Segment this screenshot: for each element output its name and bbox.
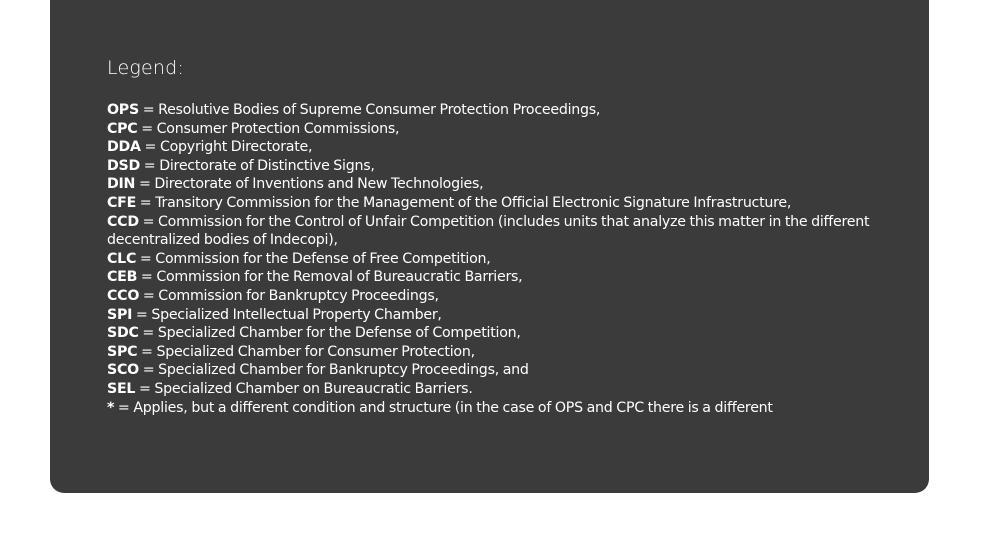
- legend-description: = Commission for the Defense of Free Competition,: [136, 250, 491, 267]
- legend-item-clc: [107, 250, 909, 269]
- legend-description: = Directorate of Distinctive Signs,: [140, 157, 375, 174]
- legend-description: = Consumer Protection Commissions,: [137, 120, 400, 137]
- legend-card: [50, 0, 929, 493]
- legend-description: = Transitory Commission for the Management of the Official Electronic Signature Infrastructure,: [136, 194, 792, 211]
- legend-description: = Directorate of Inventions and New Technologies,: [135, 176, 484, 193]
- legend-code: OPS: [107, 102, 139, 118]
- legend-code: DIN: [107, 176, 136, 193]
- legend-item-spi: [107, 306, 909, 325]
- legend-description: = Specialized Chamber for Bankruptcy Proceedings, and: [138, 362, 529, 379]
- legend-description: = Specialized Intellectual Property Chamber,: [132, 306, 442, 323]
- legend-item-ceb: [107, 268, 909, 287]
- legend-code: CFE: [107, 194, 137, 211]
- legend-code: SDC: [107, 325, 139, 342]
- legend-code: SEL: [107, 380, 136, 397]
- legend-item-sel: [107, 380, 909, 399]
- legend-code: DDA: [107, 139, 141, 156]
- legend-code: CEB: [107, 269, 138, 286]
- legend-item-cpc: [107, 120, 909, 139]
- legend-item-asterisk: [107, 399, 909, 418]
- legend-code: CLC: [107, 250, 137, 267]
- legend-code: SCO: [107, 362, 139, 379]
- legend-code: CCO: [107, 287, 140, 304]
- legend-item-ccd: [107, 213, 909, 250]
- legend-code: DSD: [107, 157, 141, 174]
- legend-item-dda: [107, 138, 909, 157]
- legend-item-dsd: [107, 157, 909, 176]
- legend-description: = Resolutive Bodies of Supreme Consumer Protection Proceedings,: [138, 102, 601, 118]
- legend-description: = Commission for the Control of Unfair Competition (includes units that analyze this matter in the different decentralized bodies of Indecopi),: [107, 213, 870, 249]
- legend-description: = Copyright Directorate,: [140, 139, 313, 156]
- legend-title: Legend:: [107, 57, 184, 79]
- legend-code: CPC: [107, 120, 138, 137]
- legend-description: = Commission for Bankruptcy Proceedings,: [139, 287, 439, 304]
- legend-list: [107, 101, 909, 417]
- legend-description: = Specialized Chamber on Bureaucratic Barriers.: [135, 380, 473, 397]
- legend-item-ops: [107, 101, 909, 120]
- legend-description: = Specialized Chamber for the Defense of Competition,: [138, 325, 521, 342]
- legend-description: = Commission for the Removal of Bureaucratic Barriers,: [137, 269, 523, 286]
- legend-code: SPI: [107, 306, 133, 323]
- legend-code: CCD: [107, 213, 139, 230]
- legend-description: = Specialized Chamber for Consumer Protection,: [137, 343, 475, 360]
- legend-code: SPC: [107, 343, 138, 360]
- legend-item-cfe: [107, 194, 909, 213]
- legend-item-sco: [107, 361, 909, 380]
- legend-item-cco: [107, 287, 909, 306]
- legend-item-din: [107, 175, 909, 194]
- legend-item-sdc: [107, 324, 909, 343]
- legend-description: = Applies, but a different condition and structure (in the case of OPS and CPC there is a different: [114, 399, 773, 416]
- legend-code: *: [107, 399, 115, 416]
- legend-item-spc: [107, 343, 909, 362]
